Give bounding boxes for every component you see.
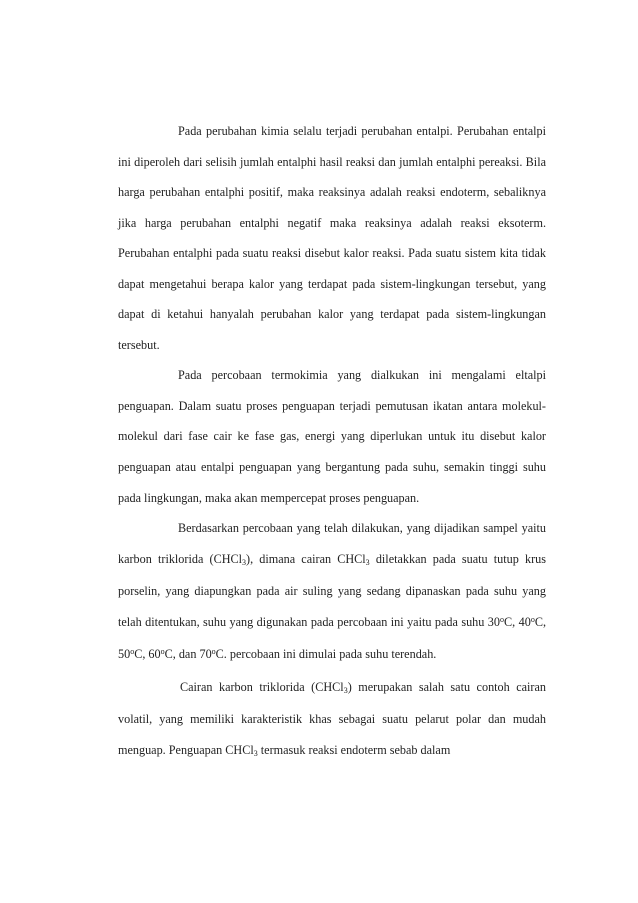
paragraph-3-part-1: Berdasarkan percobaan yang telah dilakukan, yang dijadikan sampel yaitu karbon triklorida (CHCl: [118, 521, 546, 566]
temp-50: C, 50: [118, 614, 546, 662]
paragraph-3-part-2: ), dimana cairan CHCl: [246, 551, 366, 566]
subscript: 3: [253, 748, 258, 758]
paragraph-4-part-1: Cairan karbon triklorida (CHCl: [180, 679, 344, 694]
degree-mark: o: [160, 647, 165, 657]
paragraph-4-part-3: termasuk reaksi endoterm sebab dalam: [257, 742, 451, 757]
body-text: [118, 116, 546, 767]
paragraph-3-part-4: C. percobaan ini dimulai pada suhu terendah.: [215, 647, 437, 662]
paragraph-4-part-2: ) merupakan salah satu contoh cairan volatil, yang memiliki karakteristik khas sebagai suatu pelarut polar dan mudah menguap. Penguapan CHCl: [118, 679, 546, 757]
subscript: 3: [365, 557, 370, 567]
subscript: 3: [242, 557, 247, 567]
paragraph-2: [118, 360, 546, 513]
degree-mark: o: [530, 614, 535, 624]
temp-60: C, 60: [134, 647, 161, 662]
subscript: 3: [343, 685, 348, 695]
paragraph-3: [118, 513, 546, 672]
paragraph-3-part-3: diletakkan pada suatu tutup krus porselin, yang diapungkan pada air suling yang sedang dipanaskan pada suhu yang telah ditentukan, suhu yang digunakan pada percobaan ini yaitu pada suhu 30: [118, 551, 546, 629]
degree-mark: o: [500, 614, 504, 624]
temp-70: C, dan 70: [164, 647, 212, 662]
degree-mark: o: [211, 647, 216, 657]
paragraph-4: [118, 672, 546, 768]
temp-40: C, 40: [504, 614, 531, 629]
paragraph-1-text: Pada perubahan kimia selalu terjadi perubahan entalpi. Perubahan entalpi ini diperoleh dari selisih jumlah entalphi hasil reaksi dan jumlah entalphi pereaksi. Bila harga perubahan entalphi positif, maka reaksinya adalah reaksi endoterm, sebaliknya jika harga perubahan entalphi negatif maka reaksinya adalah reaksi eksoterm. Perubahan entalphi pada suatu reaksi disebut kalor reaksi. Pada suatu sistem kita tidak dapat mengetahui berapa kalor yang terdapat pada sistem-lingkungan tersebut, yang dapat di ketahui hanyalah perubahan kalor yang terdapat pada sistem-lingkungan tersebut.: [118, 124, 546, 352]
paragraph-1: [118, 116, 546, 360]
degree-mark: o: [130, 647, 135, 657]
paragraph-2-text: Pada percobaan termokimia yang dialkukan ini mengalami eltalpi penguapan. Dalam suatu proses penguapan terjadi pemutusan ikatan antara molekul-molekul dari fase cair ke fase gas, energi yang diperlukan untuk itu disebut kalor penguapan atau entalpi penguapan yang bergantung pada suhu, semakin tinggi suhu pada lingkungan, maka akan mempercepat proses penguapan.: [118, 368, 546, 505]
